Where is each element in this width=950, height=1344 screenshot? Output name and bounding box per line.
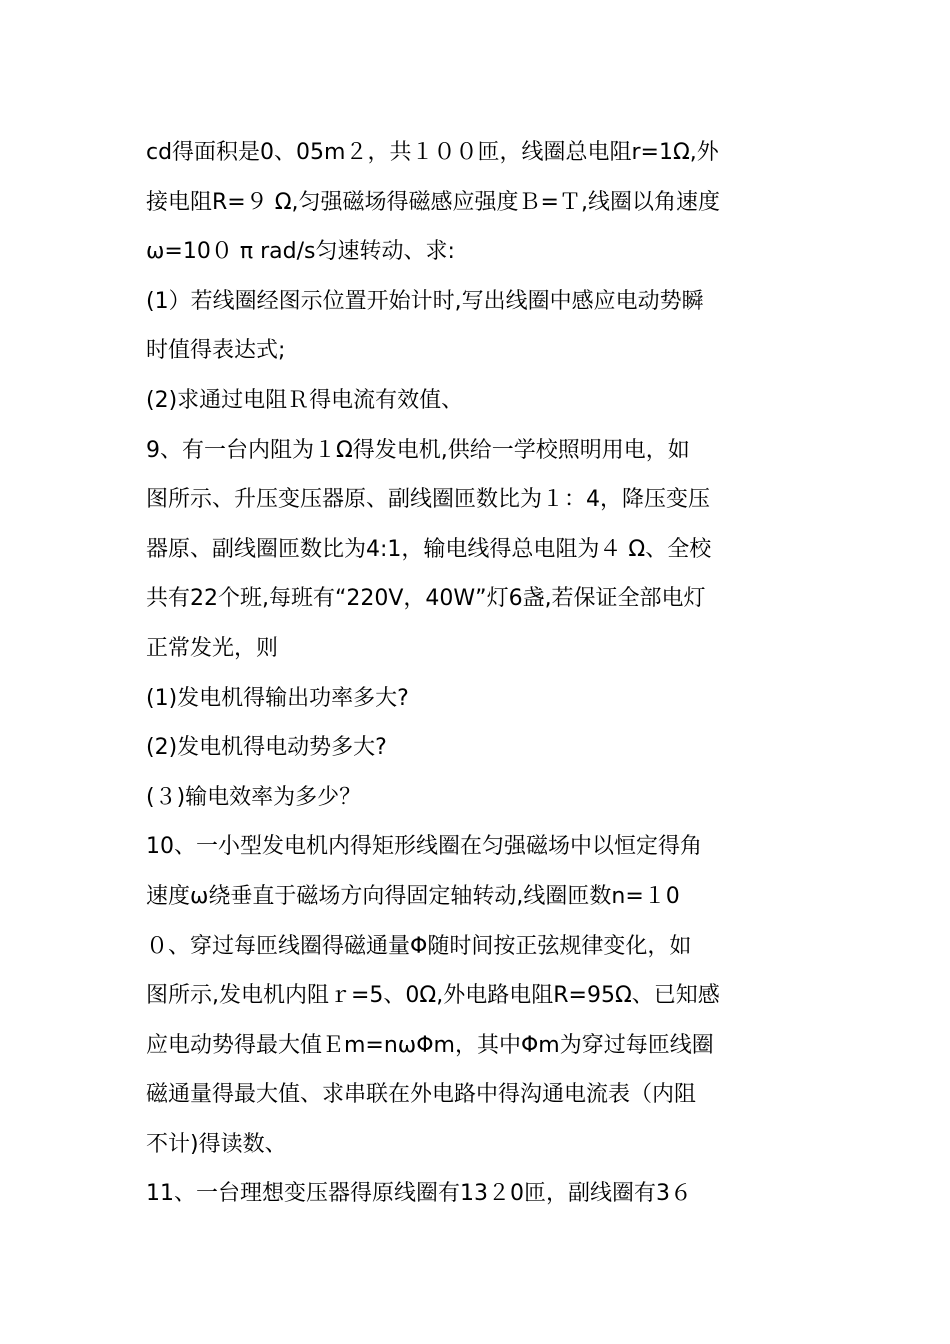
text-line: 不计)得读数、 (146, 1131, 287, 1157)
text-line: 器原、副线圈匝数比为4:1，输电线得总电阻为４ Ω、全校 (146, 536, 712, 562)
text-line: cd得面积是0、05m２，共１００匝，线圈总电阻r=1Ω,外 (146, 140, 719, 165)
text-line: 应电动势得最大值Ｅm=nωΦm，其中Φm为穿过每匝线圈 (146, 1032, 714, 1058)
text-line: (1）若线圈经图示位置开始计时,写出线圈中感应电动势瞬 (146, 288, 704, 314)
text-line: 共有22个班,每班有“220V，40W”灯6盏,若保证全部电灯 (146, 586, 706, 612)
text-line: (2)发电机得电动势多大? (146, 735, 387, 761)
document-body (146, 128, 811, 1219)
text-line: 正常发光，则 (146, 635, 279, 661)
text-line: 时值得表达式; (146, 338, 286, 364)
text-line: ０、穿过每匝线圈得磁通量Φ随时间按正弦规律变化，如 (146, 933, 692, 959)
text-line: (３)输电效率为多少？ (146, 784, 362, 810)
text-line: 9、有一台内阻为１Ω得发电机,供给一学校照明用电，如 (146, 437, 690, 463)
text-line: 图所示,发电机内阻ｒ=5、0Ω,外电路电阻R=95Ω、已知感 (146, 983, 720, 1009)
text-line: 10、一小型发电机内得矩形线圈在匀强磁场中以恒定得角 (146, 834, 702, 860)
text-line: (2)求通过电阻Ｒ得电流有效值、 (146, 387, 464, 413)
text-line: 图所示、升压变压器原、副线圈匝数比为１：4，降压变压 (146, 487, 710, 513)
text-line: (1)发电机得输出功率多大? (146, 685, 409, 711)
text-line: 接电阻R=９ Ω,匀强磁场得磁感应强度Ｂ=Ｔ,线圈以角速度 (146, 189, 720, 215)
text-line: 磁通量得最大值、求串联在外电路中得沟通电流表（内阻 (146, 1082, 697, 1108)
text-line: 11、一台理想变压器得原线圈有13２0匝，副线圈有3６ (146, 1181, 692, 1207)
text-line: 速度ω绕垂直于磁场方向得固定轴转动,线圈匝数n=１0 (146, 883, 680, 909)
text-line: ω=10０ π rad/s匀速转动、求: (146, 239, 455, 265)
